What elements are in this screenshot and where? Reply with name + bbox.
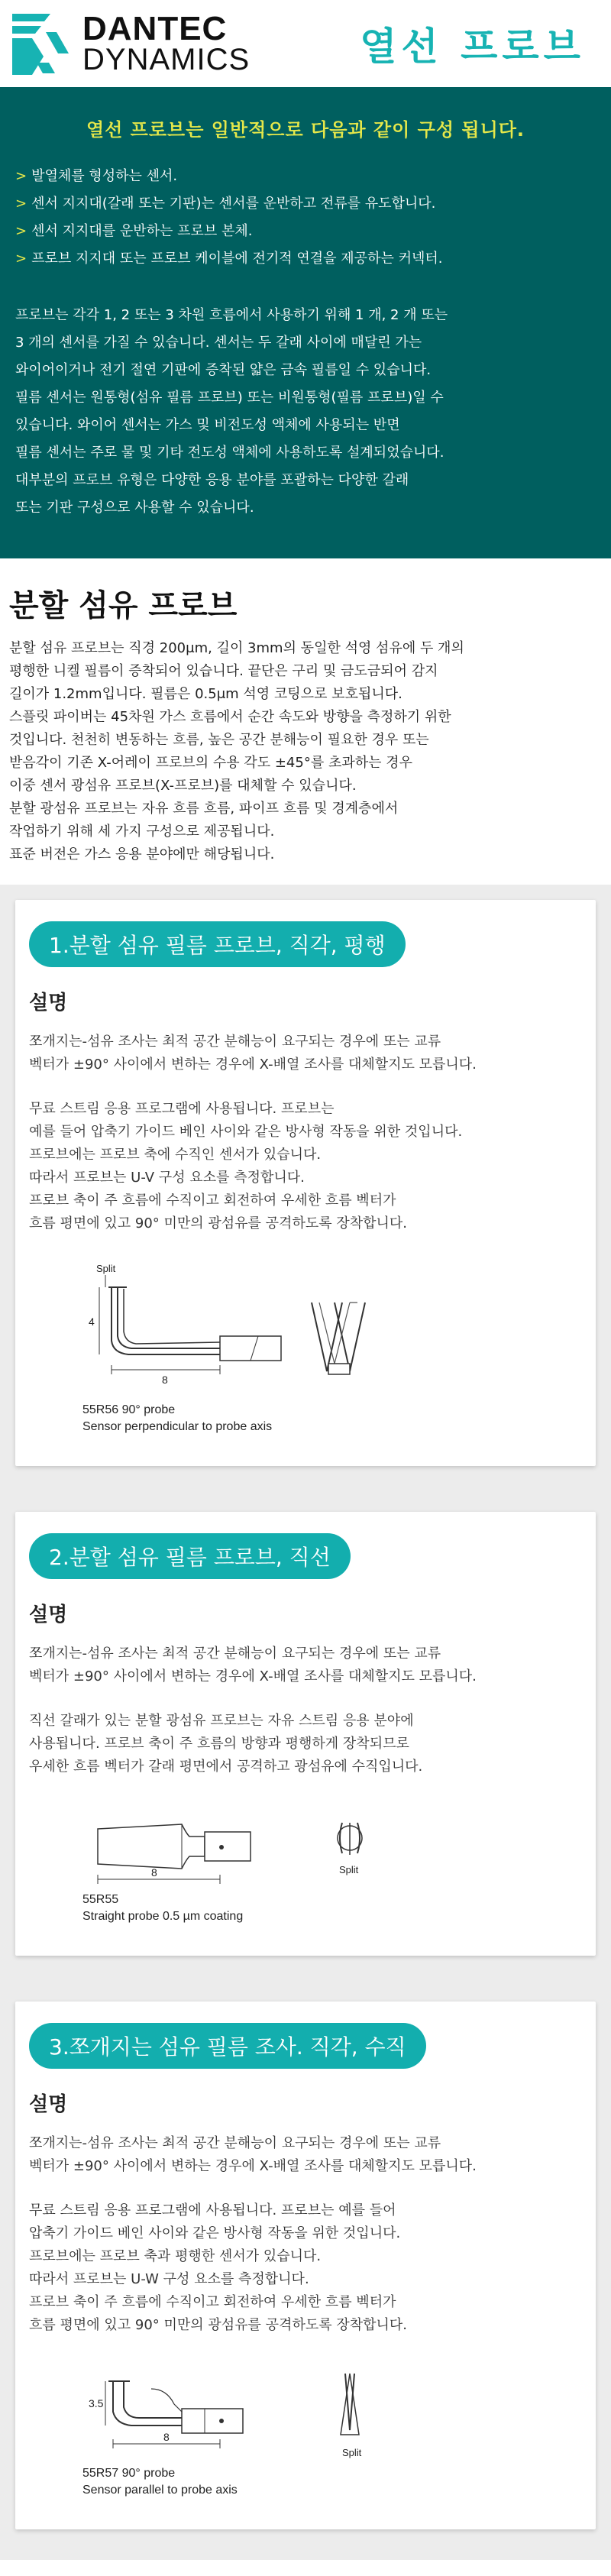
split-fiber-section (0, 558, 611, 885)
text-line: 평행한 니켈 필름이 증착되어 있습니다. 끝단은 구리 및 금도금되어 감지 (9, 663, 438, 679)
text-line: 따라서 프로브는 U-V 구성 요소를 측정합니다. (29, 1170, 305, 1186)
intro-list (15, 163, 596, 273)
caption-model: 55R55 (82, 1893, 119, 1906)
dimension-b: 8 (162, 1374, 168, 1386)
list-item (15, 245, 596, 273)
probe-cards (0, 885, 611, 2560)
dimension-a: 4 (89, 1316, 95, 1328)
text-line: 쪼개지는-섬유 조사는 최적 공간 분해능이 요구되는 경우에 또는 교류 (29, 1034, 441, 1050)
text-line: 이중 센서 광섬유 프로브(X-프로브)를 대체할 수 있습니다. (9, 778, 357, 794)
page-title: 열선 프로브 (360, 24, 585, 69)
probe-diagram (29, 1257, 582, 1402)
text-line: 또는 기판 구성으로 사용할 수 있습니다. (15, 500, 254, 516)
split-label: Split (342, 2447, 362, 2458)
probe-55r55-drawing (29, 1800, 411, 1892)
text-line: 작업하기 위해 세 가지 구성으로 제공됩니다. (9, 824, 275, 840)
text-line: 예를 들어 압축기 가이드 베인 사이와 같은 방사형 작동을 위한 것입니다. (29, 1124, 463, 1140)
probe-card-55r57 (15, 2002, 596, 2529)
list-item (15, 163, 596, 190)
split-label: Split (339, 1864, 359, 1875)
intro-band (0, 87, 611, 558)
text-line: 무료 스트림 응용 프로그램에 사용됩니다. 프로브는 (29, 1101, 335, 1117)
description-text (29, 2132, 582, 2178)
text-line: 분할 섬유 프로브는 직경 200μm, 길이 3mm의 동일한 석영 섬유에 두 개의 (9, 640, 464, 656)
card-title: 1.분할 섬유 필름 프로브, 직각, 평행 (29, 921, 406, 967)
description-text (29, 1098, 582, 1235)
text-line: 직선 갈래가 있는 분할 광섬유 프로브는 자유 스트림 응용 분야에 (29, 1713, 414, 1729)
text-line: 프로브 축이 주 흐름에 수직이고 회전하여 우세한 흐름 벡터가 (29, 1193, 396, 1209)
description-text (29, 1642, 582, 1688)
figure-caption (82, 2465, 582, 2499)
probe-55r56-drawing (29, 1257, 411, 1402)
description-label: 설명 (29, 1604, 68, 1626)
section-title: 분할 섬유 프로브 (9, 588, 238, 623)
text-line: 필름 센서는 원통형(섬유 필름 프로브) 또는 비원통형(필름 프로브)일 수 (15, 390, 444, 406)
text-line: 흐름 평면에 있고 90° 미만의 광섬유를 공격하도록 장착합니다. (29, 2317, 407, 2333)
text-line: 벡터가 ±90° 사이에서 변하는 경우에 X-배열 조사를 대체할지도 모릅니다. (29, 1057, 477, 1073)
caption-desc: Straight probe 0.5 µm coating (82, 1910, 244, 1923)
list-item-label: 센서 지지대(갈래 또는 기판)는 센서를 운반하고 전류를 유도합니다. (31, 196, 436, 212)
figure-caption (82, 1402, 582, 1435)
text-line: 있습니다. 와이어 센서는 가스 및 비전도성 액체에 사용되는 반면 (15, 417, 400, 433)
list-item-label: 발열체를 형성하는 센서. (31, 168, 178, 184)
intro-paragraph (15, 302, 596, 522)
text-line: 표준 버전은 가스 응용 분야에만 해당됩니다. (9, 846, 275, 862)
probe-diagram (29, 2358, 582, 2465)
list-item-label: 프로브 지지대 또는 프로브 케이블에 전기적 연결을 제공하는 커넥터. (31, 251, 443, 267)
description-label: 설명 (29, 2093, 68, 2116)
text-line: 길이가 1.2mm입니다. 필름은 0.5μm 석영 코팅으로 보호됩니다. (9, 686, 402, 702)
description-text (29, 1031, 582, 1076)
text-line: 벡터가 ±90° 사이에서 변하는 경우에 X-배열 조사를 대체할지도 모릅니다. (29, 1668, 477, 1684)
list-item-label: 센서 지지대를 운반하는 프로브 본체. (31, 223, 253, 239)
text-line: 우세한 흐름 벡터가 갈래 평면에서 공격하고 광섬유에 수직입니다. (29, 1759, 423, 1775)
text-line: 쪼개지는-섬유 조사는 최적 공간 분해능이 요구되는 경우에 또는 교류 (29, 1646, 441, 1662)
probe-card-55r55 (15, 1512, 596, 1956)
text-line: 와이어이거나 전기 절연 기판에 증착된 얇은 금속 필름일 수 있습니다. (15, 362, 432, 378)
text-line: 압축기 가이드 베인 사이와 같은 방사형 작동을 위한 것입니다. (29, 2225, 401, 2241)
figure-caption (82, 1892, 582, 1925)
list-item (15, 218, 596, 245)
chevron-right-icon: > (15, 196, 27, 212)
card-title: 2.분할 섬유 필름 프로브, 직선 (29, 1533, 351, 1579)
probe-55r57-drawing (29, 2358, 411, 2465)
dimension-b: 8 (163, 2431, 170, 2443)
caption-model: 55R57 90° probe (82, 2467, 176, 2480)
section-body (9, 637, 602, 866)
text-line: 3 개의 센서를 가질 수 있습니다. 센서는 두 갈래 사이에 매달린 가는 (15, 335, 422, 351)
text-line: 따라서 프로브는 U-W 구성 요소를 측정합니다. (29, 2271, 309, 2287)
chevron-right-icon: > (15, 168, 27, 184)
dantec-logo-mark-icon (11, 11, 76, 76)
text-line: 프로브는 각각 1, 2 또는 3 차원 흐름에서 사용하기 위해 1 개, 2 개 또는 (15, 307, 448, 323)
dimension-a: 3.5 (89, 2397, 104, 2409)
chevron-right-icon: > (15, 223, 27, 239)
text-line: 필름 센서는 주로 물 및 기타 전도성 액체에 사용하도록 설계되었습니다. (15, 445, 445, 461)
caption-desc: Sensor perpendicular to probe axis (82, 1420, 273, 1433)
text-line: 쪼개지는-섬유 조사는 최적 공간 분해능이 요구되는 경우에 또는 교류 (29, 2135, 441, 2151)
probe-diagram (29, 1800, 582, 1892)
text-line: 대부분의 프로브 유형은 다양한 응용 분야를 포괄하는 다양한 갈래 (15, 472, 409, 488)
text-line: 분할 광섬유 프로브는 자유 흐름 흐름, 파이프 흐름 및 경계층에서 (9, 801, 399, 817)
intro-headline: 열선 프로브는 일반적으로 다음과 같이 구성 됩니다. (86, 119, 525, 141)
chevron-right-icon: > (15, 251, 27, 267)
card-title: 3.쪼개지는 섬유 필름 조사. 직각, 수직 (29, 2023, 426, 2069)
text-line: 벡터가 ±90° 사이에서 변하는 경우에 X-배열 조사를 대체할지도 모릅니다. (29, 2158, 477, 2174)
header (0, 0, 611, 87)
description-label: 설명 (29, 992, 68, 1015)
dantec-logo[interactable] (11, 11, 250, 76)
text-line: 프로브 축이 주 흐름에 수직이고 회전하여 우세한 흐름 벡터가 (29, 2294, 396, 2310)
description-text (29, 1710, 582, 1778)
list-item (15, 190, 596, 218)
split-label: Split (96, 1263, 116, 1274)
text-line: 프로브에는 프로브 축과 평행한 센서가 있습니다. (29, 2248, 322, 2264)
logo-line1: DANTEC (82, 10, 228, 47)
probe-card-55r56 (15, 900, 596, 1466)
text-line: 무료 스트림 응용 프로그램에 사용됩니다. 프로브는 예를 들어 (29, 2202, 396, 2218)
text-line: 스플릿 파이버는 45차원 가스 흐름에서 순간 속도와 방향을 측정하기 위한 (9, 709, 451, 725)
logo-line2: DYNAMICS (82, 43, 251, 76)
dimension-b: 8 (151, 1866, 157, 1879)
text-line: 프로브에는 프로브 축에 수직인 센서가 있습니다. (29, 1147, 322, 1163)
caption-desc: Sensor parallel to probe axis (82, 2484, 238, 2497)
text-line: 것입니다. 천천히 변동하는 흐름, 높은 공간 분해능이 필요한 경우 또는 (9, 732, 429, 748)
caption-model: 55R56 90° probe (82, 1403, 176, 1416)
text-line: 받음각이 기존 X-어레이 프로브의 수용 각도 ±45°를 초과하는 경우 (9, 755, 412, 771)
text-line: 흐름 평면에 있고 90° 미만의 광섬유를 공격하도록 장착합니다. (29, 1215, 407, 1231)
text-line: 사용됩니다. 프로브 축이 주 흐름의 방향과 평행하게 장착되므로 (29, 1736, 409, 1752)
description-text (29, 2199, 582, 2337)
